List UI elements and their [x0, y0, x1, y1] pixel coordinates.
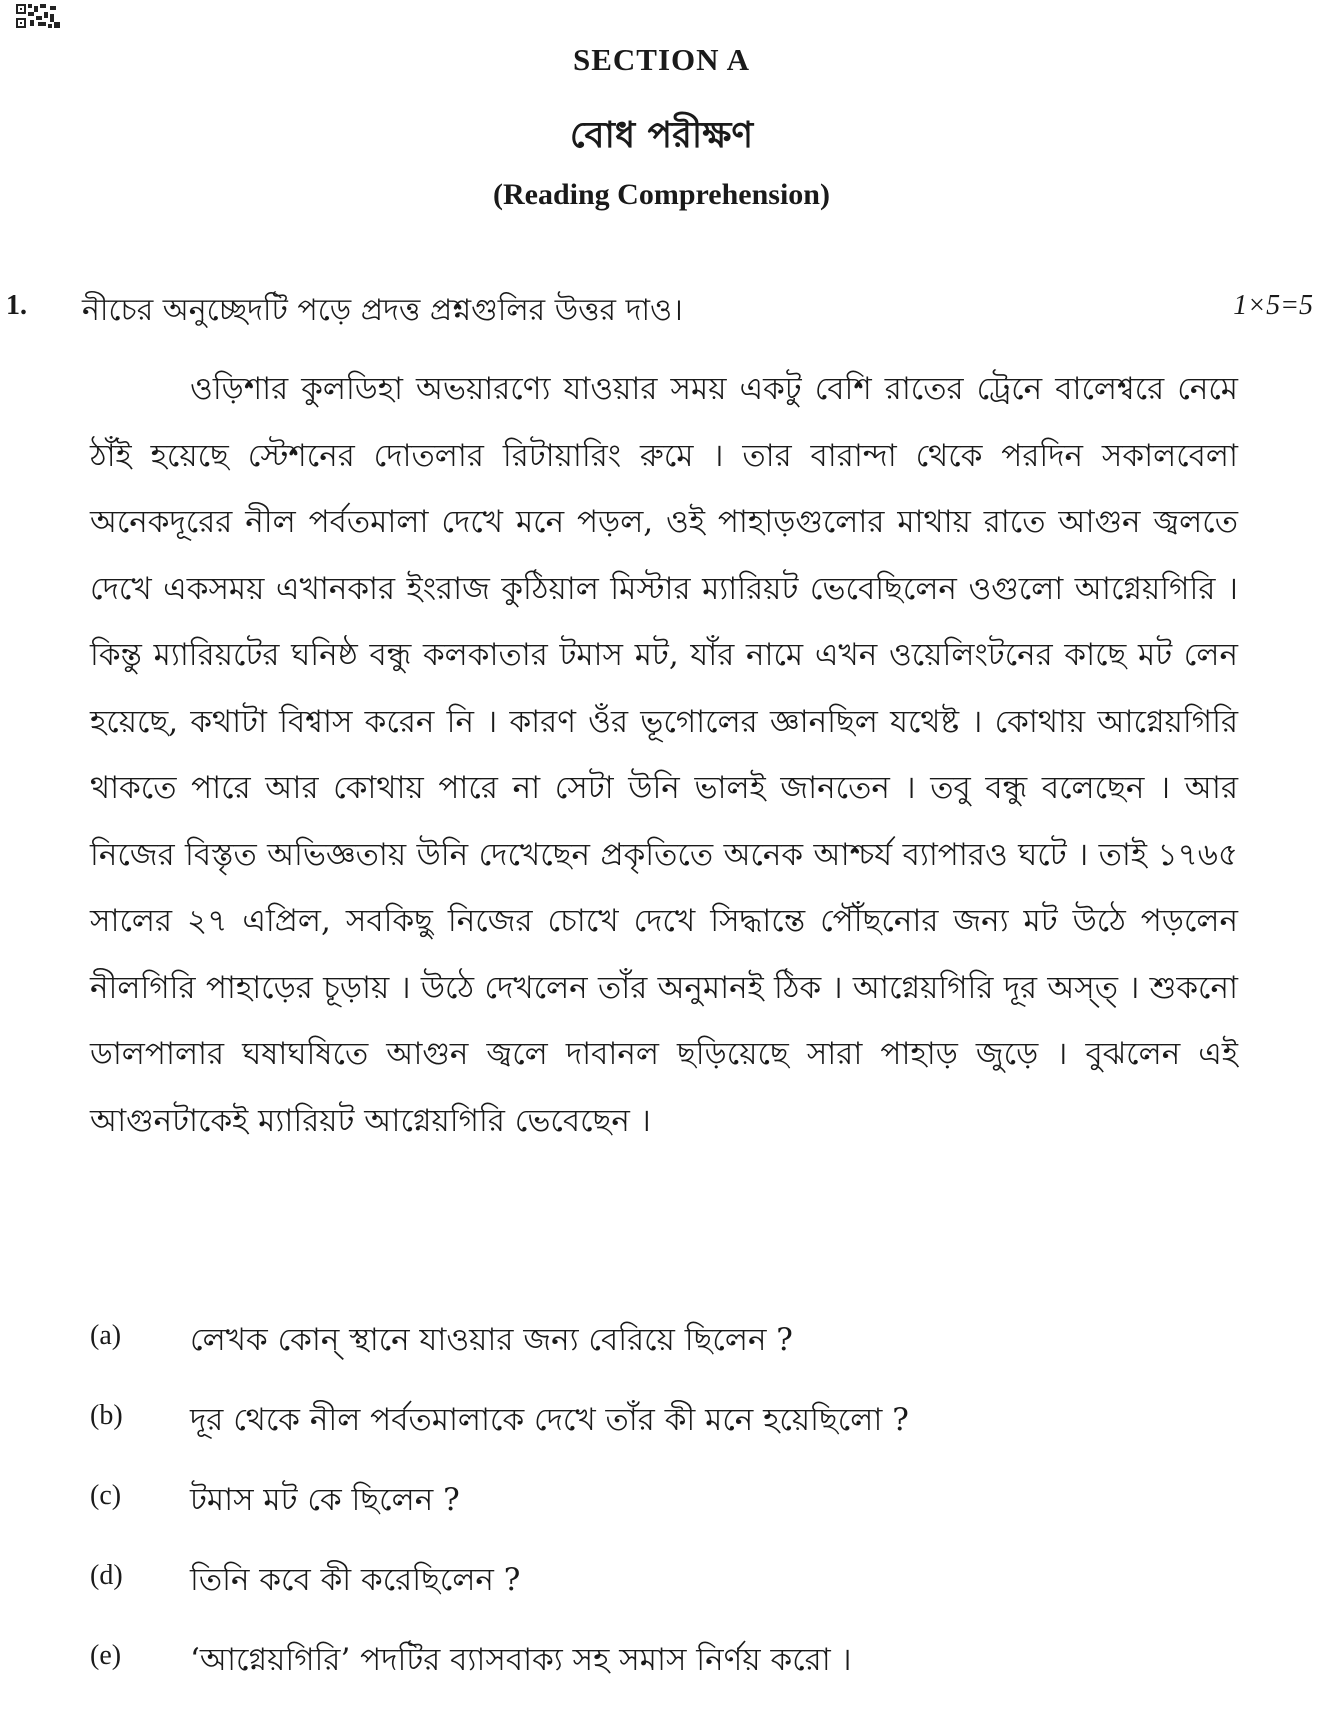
subquestion-label: (e): [90, 1640, 122, 1671]
subquestion-text: টমাস মট কে ছিলেন ?: [190, 1482, 460, 1518]
section-heading: SECTION A: [573, 42, 750, 77]
question-instruction: নীচের অনুচ্ছেদটি পড়ে প্রদত্ত প্রশ্নগুলির উত্তর দাও।: [82, 293, 683, 328]
subquestion-b: [90, 1396, 1240, 1476]
subquestion-label: (a): [90, 1320, 122, 1351]
subquestion-c: [90, 1476, 1240, 1556]
subquestion-text: তিনি কবে কী করেছিলেন ?: [190, 1562, 521, 1598]
subquestion-label: (b): [90, 1400, 123, 1431]
comprehension-passage: ওড়িশার কুলডিহা অভয়ারণ্যে যাওয়ার সময় একটু বেশি রাতের ট্রেনে বালেশ্বরে নেমে ঠাঁই হয়েছে স্টেশনের দোতলার রিটায়ারিং রুমে । তার বারান্দা থেকে পরদিন সকালবেলা অনেকদূরের নীল পর্বতমালা দেখে মনে পড়ল, ওই পাহাড়গুলোর মাথায় রাতে আগুন জ্বলতে দেখে একসময় এখানকার ইংরাজ কুঠিয়াল মিস্টার ম্যারিয়ট ভেবেছিলেন ওগুলো আগ্নেয়গিরি । কিন্তু ম্যারিয়টের ঘনিষ্ঠ বন্ধু কলকাতার টমাস মট, যাঁর নামে এখন ওয়েলিংটনের কাছে মট লেন হয়েছে, কথাটা বিশ্বাস করেন নি । কারণ ওঁর ভূগোলের জ্ঞানছিল যথেষ্ট । কোথায় আগ্নেয়গিরি থাকতে পারে আর কোথায় পারে না সেটা উনি ভালই জানতেন । তবু বন্ধু বলেছেন । আর নিজের বিস্তৃত অভিজ্ঞতায় উনি দেখেছেন প্রকৃতিতে অনেক আশ্চর্য ব্যাপারও ঘটে । তাই ১৭৬৫ সালের ২৭ এপ্রিল, সবকিছু নিজের চোখে দেখে সিদ্ধান্তে পৌঁছনোর জন্য মট উঠে পড়লেন নীলগিরি পাহাড়ের চূড়ায় । উঠে দেখলেন তাঁর অনুমানই ঠিক । আগ্নেয়গিরি দূর অস্ত্ । শুকনো ডালপালার ঘষাঘষিতে আগুন জ্বলে দাবানল ছড়িয়েছে সারা পাহাড় জুড়ে । বুঝলেন এই আগুনটাকেই ম্যারিয়ট আগ্নেয়গিরি ভেবেছেন ।: [90, 371, 1238, 1139]
question-number: 1.: [6, 290, 27, 321]
subquestion-text: দূর থেকে নীল পর্বতমালাকে দেখে তাঁর কী মনে হয়েছিলো ?: [190, 1402, 909, 1438]
qr-code-icon: [16, 4, 60, 28]
question-header: [0, 284, 1323, 328]
subquestion-a: [90, 1316, 1240, 1396]
subquestion-list: [90, 1316, 1240, 1716]
subquestion-text: লেখক কোন্ স্থানে যাওয়ার জন্য বেরিয়ে ছিলেন ?: [190, 1322, 793, 1358]
subquestion-label: (d): [90, 1560, 123, 1591]
question-marks: 1×5=5: [1233, 290, 1313, 321]
page-subtitle-english: (Reading Comprehension): [493, 178, 830, 211]
subquestion-e: [90, 1636, 1240, 1716]
page-title-bengali: বোধ পরীক্ষণ: [569, 114, 754, 156]
subquestion-label: (c): [90, 1480, 122, 1511]
subquestion-text: ‘আগ্নেয়গিরি’ পদটির ব্যাসবাক্য সহ সমাস নির্ণয় করো ।: [190, 1642, 852, 1678]
subquestion-d: [90, 1556, 1240, 1636]
